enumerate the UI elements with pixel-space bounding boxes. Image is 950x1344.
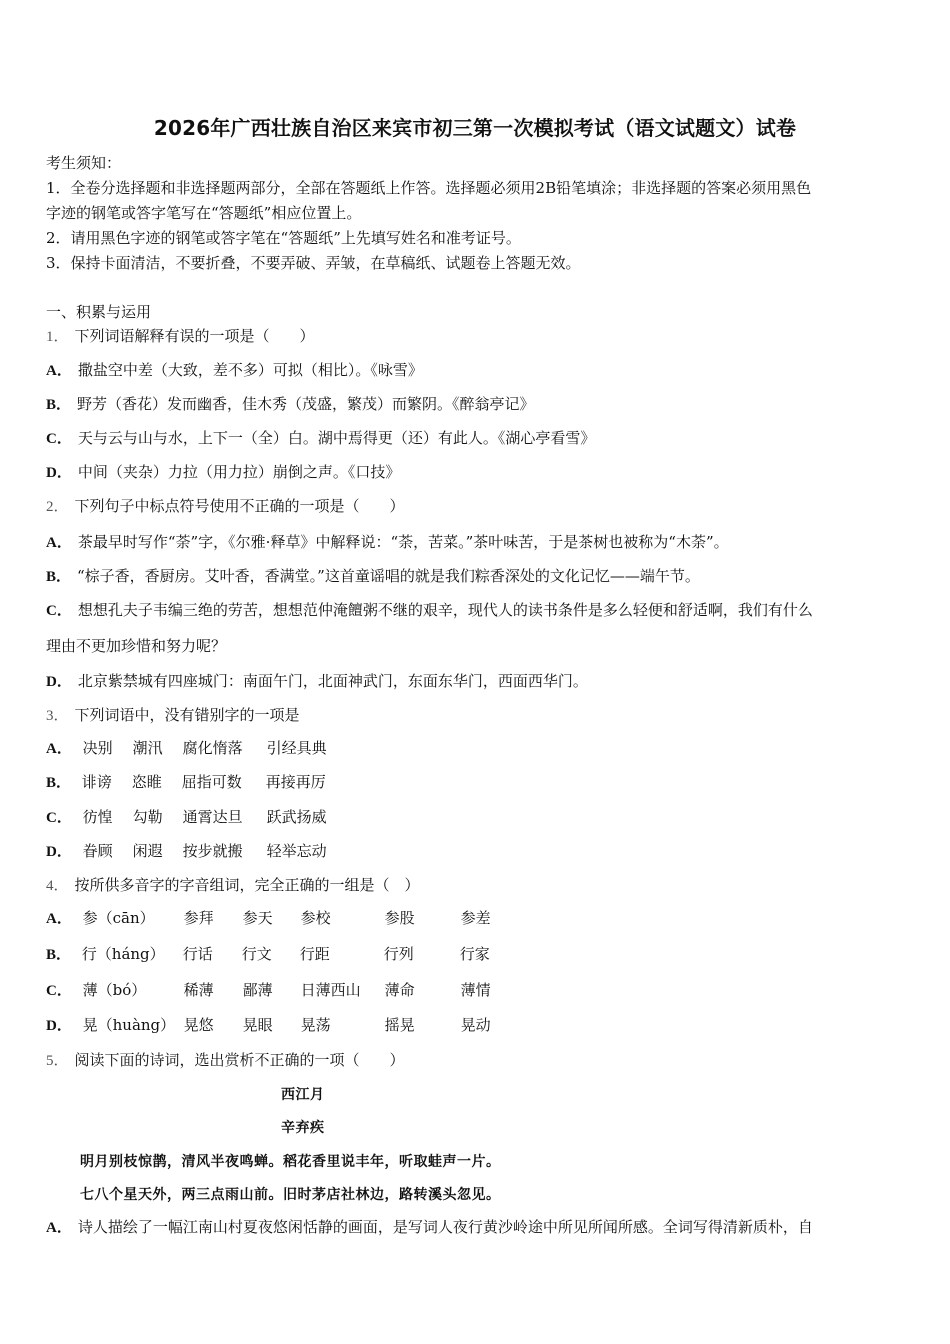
word: 鄙薄 [242, 981, 273, 999]
word: 勾勒 [132, 808, 163, 826]
word: 薄命 [384, 981, 415, 999]
q2-option-a [46, 532, 729, 553]
option-label: A． [46, 535, 72, 551]
word: 屈指可数 [181, 773, 242, 791]
question-5 [46, 1050, 405, 1071]
question-number: 4． [46, 878, 69, 894]
option-label: C． [46, 983, 72, 999]
word: 彷惶 [82, 808, 113, 826]
q3-option-b [46, 772, 326, 793]
q3-option-d [46, 841, 327, 862]
option-label: A． [46, 911, 72, 927]
option-label: D． [46, 1018, 72, 1034]
poem-line: 七八个星天外，两三点雨山前。旧时茅店社林边，路转溪头忽见。 [80, 1187, 501, 1203]
option-label: C． [46, 603, 72, 619]
word: 诽谤 [81, 773, 112, 791]
word: 晃悠 [183, 1016, 214, 1034]
option-text: 北京紫禁城有四座城门：南面午门，北面神武门，东面东华门，西面西华门。 [77, 672, 588, 690]
word: 日薄西山 [300, 981, 361, 999]
word: 再接再厉 [265, 773, 326, 791]
word: 薄情 [460, 981, 491, 999]
q4-option-d [46, 1015, 491, 1036]
option-label: A． [46, 1220, 72, 1236]
word: 行家 [459, 945, 490, 963]
word: 行距 [299, 945, 330, 963]
option-label: D． [46, 674, 72, 690]
option-label: C． [46, 810, 72, 826]
option-text: 野芳（香花）发而幽香，佳木秀（茂盛，繁茂）而繁阴。《醉翁亭记》 [77, 395, 535, 413]
word: 行文 [241, 945, 272, 963]
question-stem: 按所供多音字的字音组词，完全正确的一组是（ ） [74, 876, 420, 894]
word: 参股 [384, 909, 415, 927]
word: 摇晃 [384, 1016, 415, 1034]
q3-option-c [46, 807, 327, 828]
q2-option-d [46, 671, 588, 692]
word: 眷顾 [82, 842, 113, 860]
option-text: 天与云与山与水，上下一（全）白。湖中焉得更（还）有此人。《湖心亭看雪》 [77, 429, 596, 447]
section-heading: 一、积累与运用 [46, 303, 152, 321]
word: 行话 [182, 945, 213, 963]
word: 晃动 [460, 1016, 491, 1034]
option-text: 茶最早时写作“荼”字，《尔雅·释草》中解释说：“荼，苦菜。”茶叶味苦，于是茶树也被称为“木荼”。 [77, 533, 729, 551]
word: 引经具典 [266, 739, 327, 757]
question-number: 1． [46, 329, 69, 345]
notice-heading: 考生须知： [46, 154, 122, 172]
q1-option-b [46, 394, 535, 415]
poem-title: 西江月 [281, 1087, 325, 1103]
question-stem: 阅读下面的诗词，选出赏析不正确的一项（ ） [74, 1051, 405, 1069]
q1-option-c [46, 428, 595, 449]
word: 轻举忘动 [266, 842, 327, 860]
word: 行列 [383, 945, 414, 963]
option-text: 想想孔夫子韦编三绝的劳苦，想想范仲淹饘粥不继的艰辛，现代人的读书条件是多么轻便和舒适啊，我们有什么 [77, 601, 813, 619]
notice-item: 字迹的钢笔或答字笔写在“答题纸”相应位置上。 [46, 204, 362, 222]
question-stem: 下列词语解释有误的一项是（ ） [74, 327, 315, 345]
word: 跃武扬威 [266, 808, 327, 826]
option-label: B． [46, 947, 72, 963]
word: 闲遐 [132, 842, 163, 860]
polyphone-char: 行（háng） [81, 945, 165, 963]
option-text: “棕子香，香厨房。艾叶香，香满堂。”这首童谣唱的就是我们粽香深处的文化记忆——端午节。 [77, 567, 700, 585]
q4-option-c [46, 980, 491, 1001]
poem-line: 明月别枝惊鹊，清风半夜鸣蝉。稻花香里说丰年，听取蛙声一片。 [80, 1154, 501, 1170]
q4-option-a [46, 908, 491, 929]
question-stem: 下列词语中，没有错别字的一项是 [74, 706, 300, 724]
question-3 [46, 705, 300, 726]
option-label: C． [46, 431, 72, 447]
question-2 [46, 496, 405, 517]
option-label: A． [46, 363, 72, 379]
q1-option-d [46, 462, 400, 483]
option-label: D． [46, 844, 72, 860]
word: 按步就搬 [182, 842, 243, 860]
word: 通霄达旦 [182, 808, 243, 826]
word: 参校 [300, 909, 331, 927]
option-label: D． [46, 465, 72, 481]
question-stem: 下列句子中标点符号使用不正确的一项是（ ） [74, 497, 405, 515]
poem-author: 辛弃疾 [281, 1120, 325, 1136]
option-text: 诗人描绘了一幅江南山村夏夜悠闲恬静的画面，是写词人夜行黄沙岭途中所见所闻所感。全词写得清新质朴，自 [77, 1218, 813, 1236]
q3-option-a [46, 738, 327, 759]
option-label: B． [46, 569, 72, 585]
word: 决别 [82, 739, 113, 757]
question-1 [46, 326, 315, 347]
q2-option-b [46, 566, 700, 587]
word: 参拜 [183, 909, 214, 927]
notice-item: 1．全卷分选择题和非选择题两部分，全部在答题纸上作答。选择题必须用2B铅笔填涂；非选择题的答案必须用黑色 [46, 179, 812, 197]
notice-item: 3．保持卡面清洁，不要折叠，不要弄破、弄皱，在草稿纸、试题卷上答题无效。 [46, 254, 581, 272]
polyphone-char: 晃（huàng） [82, 1016, 176, 1034]
word: 腐化惰落 [182, 739, 243, 757]
question-number: 3． [46, 708, 69, 724]
word: 晃眼 [242, 1016, 273, 1034]
question-number: 5． [46, 1053, 69, 1069]
notice-item: 2．请用黑色字迹的钢笔或答字笔在“答题纸”上先填写姓名和准考证号。 [46, 229, 521, 247]
option-label: B． [46, 397, 72, 413]
polyphone-char: 薄（bó） [82, 981, 147, 999]
q1-option-a [46, 360, 423, 381]
question-number: 2． [46, 499, 69, 515]
page-title: 2026年广西壮族自治区来宾市初三第一次模拟考试（语文试题文）试卷 [153, 116, 797, 140]
option-label: B． [46, 775, 72, 791]
word: 晃荡 [300, 1016, 331, 1034]
word: 稀薄 [183, 981, 214, 999]
option-text: 撒盐空中差（大致，差不多）可拟（相比）。《咏雪》 [77, 361, 423, 379]
word: 参天 [242, 909, 273, 927]
question-4 [46, 875, 420, 896]
q5-option-a [46, 1217, 813, 1238]
option-text: 中间（夹杂）力拉（用力拉）崩倒之声。《口技》 [77, 463, 401, 481]
word: 潮汛 [132, 739, 163, 757]
q2-option-c [46, 600, 813, 621]
option-label: A． [46, 741, 72, 757]
q4-option-b [46, 944, 490, 965]
q2-option-c-continued: 理由不更加珍惜和努力呢？ [46, 637, 227, 655]
polyphone-char: 参（cān） [82, 909, 155, 927]
word: 恣睢 [131, 773, 162, 791]
word: 参差 [460, 909, 491, 927]
